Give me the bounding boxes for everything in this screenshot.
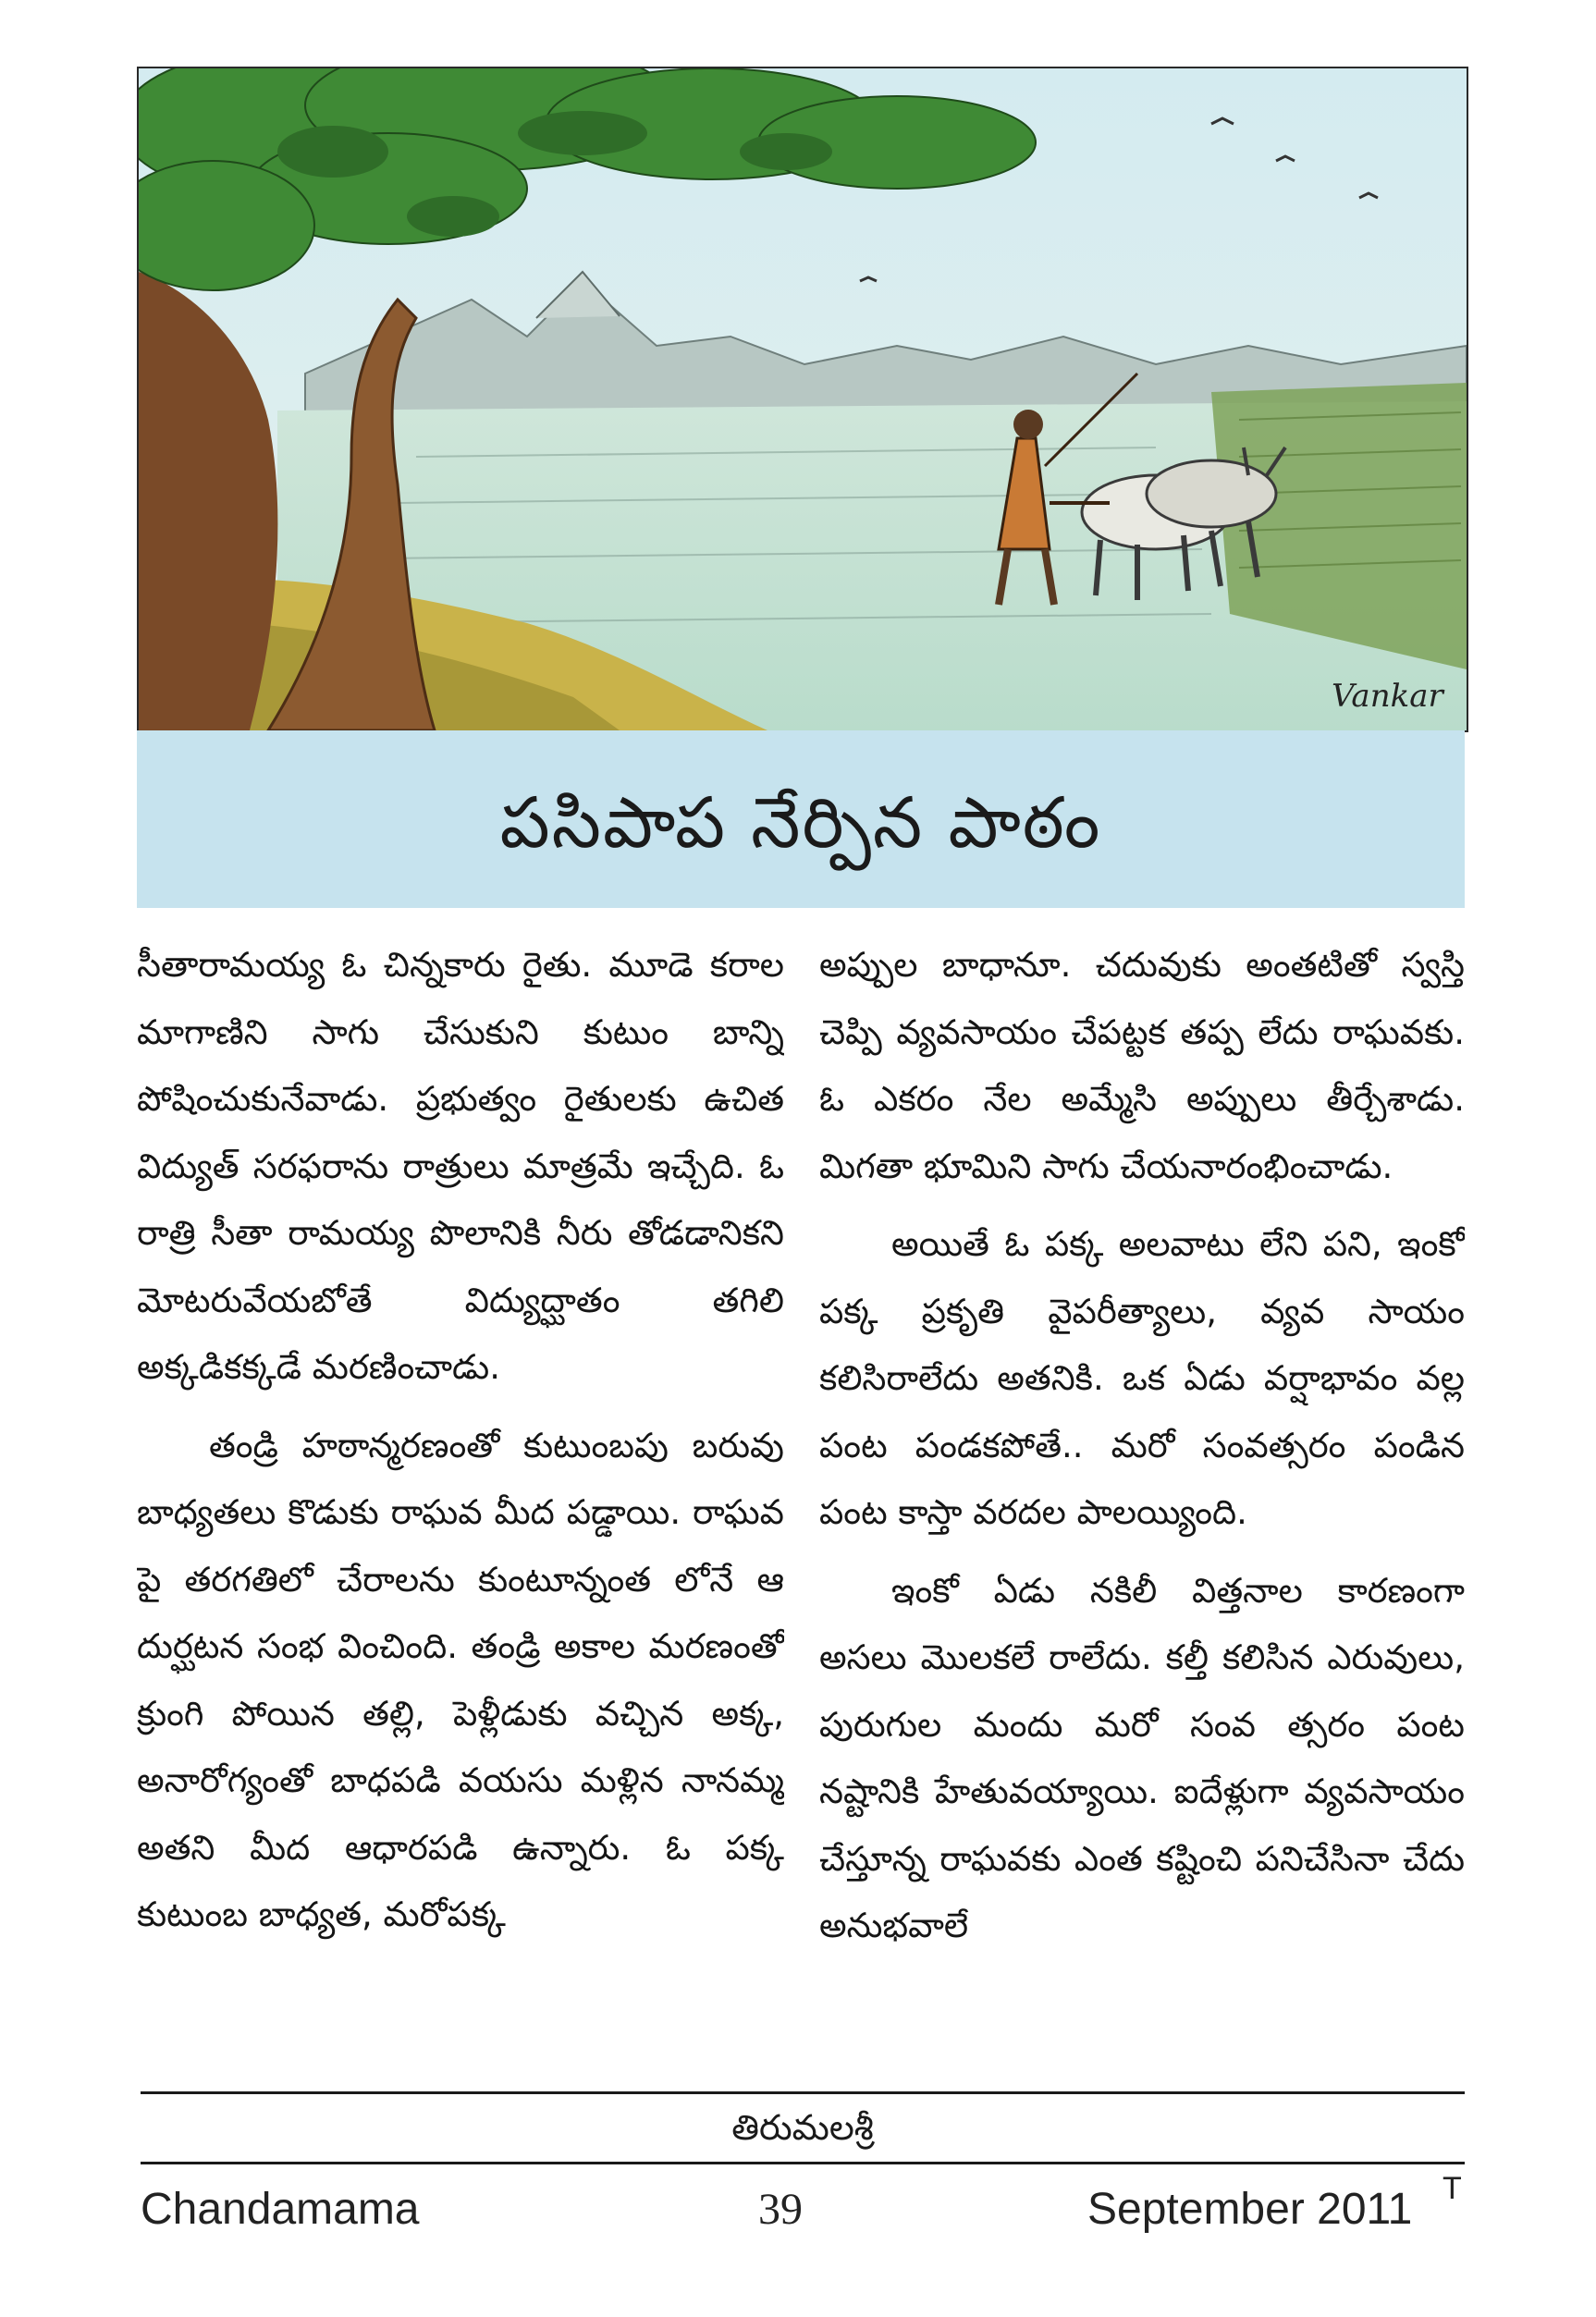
paragraph: తండ్రి హఠాన్మరణంతో కుటుంబపు బరువు బాధ్యతలు కొడుకు రాఘవ మీద పడ్డాయి. రాఘవ పై తరగతిలో చేరాలను కుంటూన్నంత లోనే ఆ దుర్ఘటన సంభ వించింది. తండ్రి అకాల మరణంతో క్రుంగి పోయిన తల్లి, పెళ్లీడుకు వచ్చిన అక్క, అనారోగ్యంతో బాధపడి వయసు మళ్లిన నానమ్మ అతని మీద ఆధారపడి ఉన్నారు. ఓ పక్క కుటుంబ బాధ్యత, మరోపక్క xyxy=(137,1425,784,1934)
paragraph: అప్పుల బాధానూ. చదువుకు అంతటితో స్వస్తి చెప్పి వ్యవసాయం చేపట్టక తప్ప లేదు రాఘవకు. ఓ ఎకరం నేల అమ్మేసి అప్పులు తీర్చేశాడు. మిగతా భూమిని సాగు చేయనారంభించాడు. xyxy=(819,945,1465,1186)
footer-page-number: 39 xyxy=(758,2185,803,2234)
paragraph: ఇంకో ఏడు నకిలీ విత్తనాల కారణంగా అసలు మొలకలే రాలేదు. కల్తీ కలిసిన ఎరువులు, పురుగుల మందు మరో సంవ త్సరం పంట నష్టానికి హేతువయ్యాయి. ఐదేళ్లుగా వ్యవసాయం చేస్తూన్న రాఘవకు ఎంత కష్టించి పనిచేసినా చేదు అనుభవాలే xyxy=(819,1570,1465,1945)
divider xyxy=(141,2162,1465,2164)
farmer-plowing-icon xyxy=(139,68,1467,730)
paragraph: సీతారామయ్య ఓ చిన్నకారు రైతు. మూడె కరాల మాగాణిని సాగు చేసుకుని కుటుం బాన్ని పోషించుకునేవాడు. ప్రభుత్వం రైతులకు ఉచిత విద్యుత్ సరఫరాను రాత్రులు మాత్రమే ఇచ్చేది. ఓ రాత్రి సీతా రామయ్య పొలానికి నీరు తోడడానికని మోటరువేయబోతే విద్యుద్ఘాతం తగిలి అక్కడికక్కడే మరణించాడు. xyxy=(137,945,784,1387)
divider xyxy=(141,2091,1465,2094)
title-band xyxy=(137,730,1465,908)
story-title: పసిపాప నేర్పిన పాఠం xyxy=(499,781,1102,864)
footer-mark: T xyxy=(1443,2171,1462,2206)
paragraph: అయితే ఓ పక్క అలవాటు లేని పని, ఇంకో పక్క ప్రకృతి వైపరీత్యాలు, వ్యవ సాయం కలిసిరాలేదు అతనికి. ఒక ఏడు వర్షాభావం వల్ల పంట పండకపోతే.. మరో సంవత్సరం పండిన పంట కాస్తా వరదల పాలయ్యింది. xyxy=(819,1224,1465,1532)
footer-magazine-name: Chandamama xyxy=(141,2185,420,2234)
illustration-signature: Vankar xyxy=(1332,678,1443,715)
author-name: తిరుమలశ్రీ xyxy=(731,2107,874,2148)
footer-issue-date: September 2011 xyxy=(1087,2185,1413,2234)
right-column xyxy=(819,932,1465,2056)
left-column xyxy=(137,932,784,2056)
story-illustration xyxy=(137,67,1468,732)
